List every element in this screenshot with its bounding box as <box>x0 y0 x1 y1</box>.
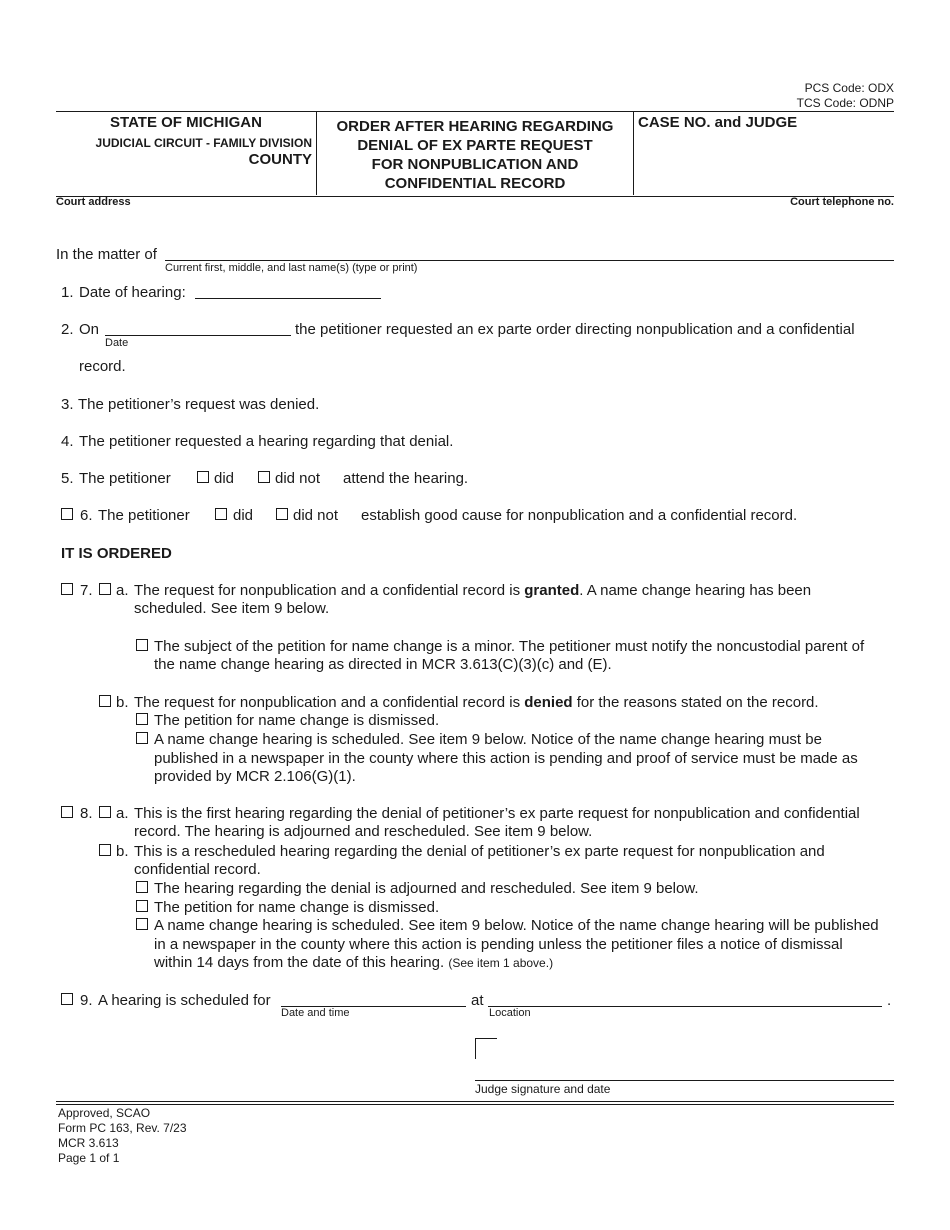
item7a-checkbox[interactable] <box>99 583 111 595</box>
item7b-scheduled-line2: published in a newspaper in the county where this action is pending and proof of service must be made as <box>154 750 858 767</box>
item5-label: The petitioner <box>79 470 171 487</box>
item7b-scheduled-line1: A name change hearing is scheduled. See item 9 below. Notice of the name change hearing must be <box>154 731 822 748</box>
footer-rule <box>56 1101 894 1105</box>
request-date-field[interactable] <box>105 335 291 336</box>
item7-checkbox[interactable] <box>61 583 73 595</box>
item8a-line2: record. The hearing is adjourned and rescheduled. See item 9 below. <box>134 823 593 840</box>
item2-cont: record. <box>79 358 126 375</box>
seal-corner-mark <box>475 1038 497 1059</box>
item7a-letter: a. <box>116 582 129 599</box>
state-heading: STATE OF MICHIGAN <box>110 114 262 131</box>
item7b-scheduled-checkbox[interactable] <box>136 732 148 744</box>
form-title: ORDER AFTER HEARING REGARDING DENIAL OF EX PARTE REQUEST FOR NONPUBLICATION AND CONFIDENTIAL RECORD <box>336 118 614 192</box>
item6-didnot-label: did not <box>293 507 339 524</box>
item8-number: 8. <box>80 805 93 822</box>
tcs-code: TCS Code: ODNP <box>796 96 894 110</box>
footer-info <box>58 1106 187 1166</box>
item8b-scheduled-line2: in a newspaper in the county where this action is pending unless the petitioner files a notice of dismissal <box>154 936 843 953</box>
item6-number: 6. <box>80 507 93 524</box>
item5-didnot-checkbox[interactable] <box>258 471 270 483</box>
item6-did-checkbox[interactable] <box>215 508 227 520</box>
footer-page: Page 1 of 1 <box>58 1151 120 1165</box>
item3-number: 3. <box>61 396 74 413</box>
hearing-date-field[interactable] <box>195 298 381 299</box>
item8a-letter: a. <box>116 805 129 822</box>
item8a-line1: This is the first hearing regarding the denial of petitioner’s ex parte request for nonpublication and confidential <box>134 805 860 822</box>
item7a-minor-line2: the name change hearing as directed in MCR 3.613(C)(3)(c) and (E). <box>154 656 612 673</box>
item8a-checkbox[interactable] <box>99 806 111 818</box>
item2-text: the petitioner requested an ex parte order directing nonpublication and a confidential <box>295 321 855 338</box>
item8b-adjourned-label: The hearing regarding the denial is adjourned and rescheduled. See item 9 below. <box>154 880 699 897</box>
item9-checkbox[interactable] <box>61 993 73 1005</box>
item2-on: On <box>79 321 100 338</box>
item9-period: . <box>887 992 892 1009</box>
item4-number: 4. <box>61 433 74 450</box>
item7b-text: The request for nonpublication and a confidential record is denied for the reasons stated on the record. <box>134 694 819 711</box>
footer-approved: Approved, SCAO <box>58 1106 151 1120</box>
item7a-cont: scheduled. See item 9 below. <box>134 600 330 617</box>
item5-did-label: did <box>214 470 235 487</box>
item8-checkbox[interactable] <box>61 806 73 818</box>
item4-text: The petitioner requested a hearing regarding that denial. <box>79 433 454 450</box>
court-phone-label: Court telephone no. <box>790 196 894 208</box>
judge-signature-field[interactable] <box>475 1080 894 1081</box>
item8b-adjourned-checkbox[interactable] <box>136 881 148 893</box>
judge-signature-caption: Judge signature and date <box>475 1082 611 1096</box>
item9-number: 9. <box>80 992 93 1009</box>
item6-tail: establish good cause for nonpublication and a confidential record. <box>361 507 798 524</box>
item2-number: 2. <box>61 321 74 338</box>
item1-label: Date of hearing: <box>79 284 186 301</box>
item8b-dismissed-label: The petition for name change is dismissed. <box>154 899 440 916</box>
item7a-text: The request for nonpublication and a confidential record is granted. A name change hearing has been <box>134 582 812 599</box>
item8b-dismissed-checkbox[interactable] <box>136 900 148 912</box>
item8b-checkbox[interactable] <box>99 844 111 856</box>
hearing-datetime-caption: Date and time <box>281 1007 350 1019</box>
item7b-letter: b. <box>116 694 129 711</box>
item7b-dismissed-checkbox[interactable] <box>136 713 148 725</box>
matter-label: In the matter of <box>56 246 157 263</box>
item7a-minor-checkbox[interactable] <box>136 639 148 651</box>
matter-name-field[interactable] <box>165 260 894 261</box>
hearing-location-field[interactable] <box>488 1006 882 1007</box>
hearing-location-caption: Location <box>489 1007 531 1019</box>
item7-number: 7. <box>80 582 93 599</box>
ordered-heading: IT IS ORDERED <box>61 545 172 562</box>
request-date-caption: Date <box>105 337 129 349</box>
footer-form: Form PC 163, Rev. 7/23 <box>58 1121 187 1135</box>
pcs-code: PCS Code: ODX <box>804 81 894 95</box>
item9-label: A hearing is scheduled for <box>98 992 271 1009</box>
item8b-line1: This is a rescheduled hearing regarding the denial of petitioner’s ex parte request for nonpublication and <box>134 843 825 860</box>
item8b-scheduled-checkbox[interactable] <box>136 918 148 930</box>
item6-checkbox[interactable] <box>61 508 73 520</box>
case-no-label: CASE NO. and JUDGE <box>638 114 798 131</box>
form-codes <box>797 81 894 111</box>
item7b-scheduled-line3: provided by MCR 2.106(G)(1). <box>154 768 356 785</box>
item5-didnot-label: did not <box>275 470 321 487</box>
circuit-label: JUDICIAL CIRCUIT - FAMILY DIVISION <box>95 136 312 150</box>
footer-mcr: MCR 3.613 <box>58 1136 119 1150</box>
item7a-minor-line1: The subject of the petition for name change is a minor. The petitioner must notify the noncustodial parent of <box>154 638 865 655</box>
item8b-line2: confidential record. <box>134 861 261 878</box>
item8b-scheduled-line3: within 14 days from the date of this hearing. (See item 1 above.) <box>154 954 554 971</box>
item6-label: The petitioner <box>98 507 190 524</box>
matter-caption: Current first, middle, and last name(s) (type or print) <box>165 262 418 274</box>
item5-number: 5. <box>61 470 74 487</box>
county-label: COUNTY <box>248 151 312 168</box>
item5-tail: attend the hearing. <box>343 470 469 487</box>
item7b-checkbox[interactable] <box>99 695 111 707</box>
item3-text: The petitioner’s request was denied. <box>78 396 320 413</box>
header-divider-2 <box>633 111 634 195</box>
item8b-letter: b. <box>116 843 129 860</box>
item6-did-label: did <box>233 507 254 524</box>
item8b-scheduled-line1: A name change hearing is scheduled. See item 9 below. Notice of the name change hearing will be published <box>154 917 879 934</box>
item6-didnot-checkbox[interactable] <box>276 508 288 520</box>
item5-did-checkbox[interactable] <box>197 471 209 483</box>
item7b-dismissed-label: The petition for name change is dismissed. <box>154 712 440 729</box>
item9-at: at <box>471 992 484 1009</box>
court-address-label: Court address <box>56 196 131 208</box>
item1-number: 1. <box>61 284 74 301</box>
